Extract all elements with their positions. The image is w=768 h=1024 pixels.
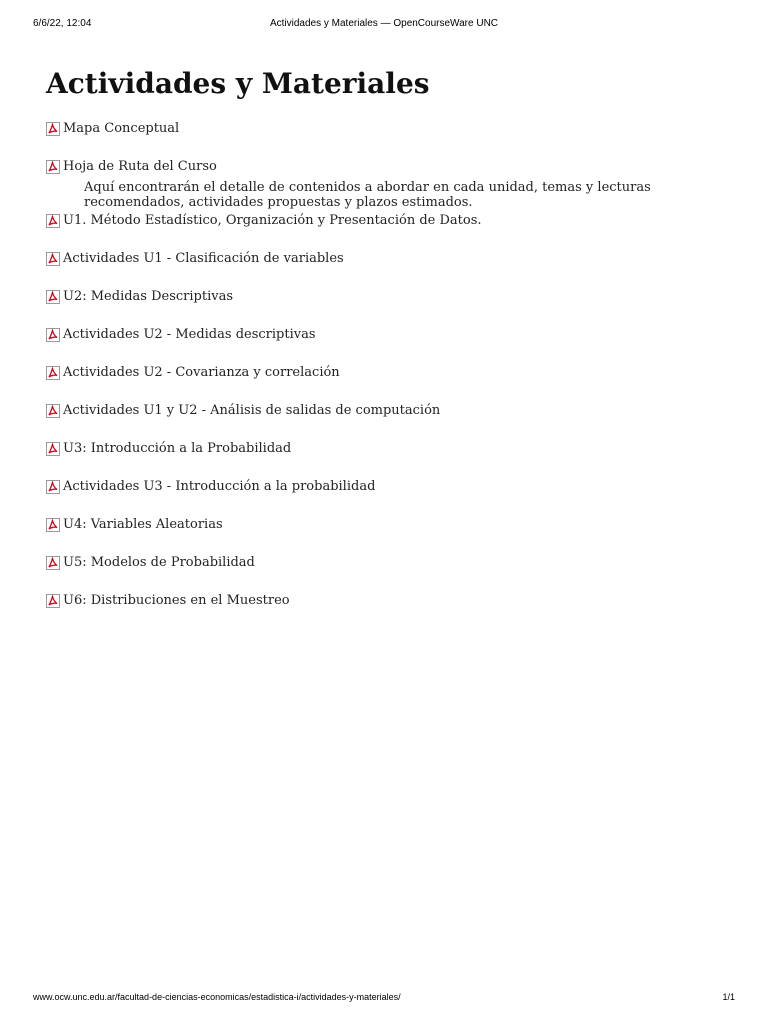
- file-label: U5: Modelos de Probabilidad: [63, 555, 255, 570]
- file-link[interactable]: [46, 402, 440, 420]
- pdf-icon: [46, 594, 60, 608]
- file-list-item: [46, 478, 736, 500]
- file-label: Mapa Conceptual: [63, 121, 180, 136]
- file-link[interactable]: [46, 478, 375, 496]
- pdf-icon: [46, 404, 60, 418]
- file-label: U4: Variables Aleatorias: [63, 517, 223, 532]
- file-link[interactable]: [46, 158, 217, 176]
- print-url: www.ocw.unc.edu.ar/facultad-de-ciencias-economicas/estadistica-i/actividades-y-materiales/: [33, 992, 401, 1002]
- file-link[interactable]: [46, 288, 233, 306]
- file-label: U2: Medidas Descriptivas: [63, 289, 234, 304]
- print-footer: [33, 992, 735, 1006]
- file-label: Actividades U2 - Medidas descriptivas: [63, 327, 316, 342]
- file-description: Aquí encontrarán el detalle de contenidos a abordar en cada unidad, temas y lecturas recomendados, actividades propuestas y plazos estimados.: [84, 180, 651, 210]
- file-list: [46, 120, 736, 614]
- file-label: Actividades U1 - Clasificación de variables: [63, 251, 344, 266]
- file-label: Actividades U1 y U2 - Análisis de salidas de computación: [63, 403, 441, 418]
- file-list-item: [46, 326, 736, 348]
- file-label: Actividades U3 - Introducción a la probabilidad: [63, 479, 376, 494]
- page-title: Actividades y Materiales: [46, 67, 430, 100]
- pdf-icon: [46, 480, 60, 494]
- pdf-icon: [46, 160, 60, 174]
- pdf-icon: [46, 214, 60, 228]
- file-link[interactable]: [46, 250, 344, 268]
- file-list-item: [46, 212, 736, 234]
- file-list-item: [46, 592, 736, 614]
- file-link[interactable]: [46, 364, 340, 382]
- pdf-icon: [46, 366, 60, 380]
- pdf-icon: [46, 122, 60, 136]
- file-link[interactable]: [46, 120, 179, 138]
- file-label: Hoja de Ruta del Curso: [63, 159, 217, 174]
- file-link[interactable]: [46, 212, 482, 230]
- file-label: U1. Método Estadístico, Organización y Presentación de Datos.: [63, 213, 482, 228]
- file-link[interactable]: [46, 592, 290, 610]
- file-link[interactable]: [46, 516, 223, 534]
- pdf-icon: [46, 290, 60, 304]
- file-list-item: [46, 554, 736, 576]
- file-link[interactable]: [46, 440, 291, 458]
- file-list-item: [46, 158, 736, 210]
- pdf-icon: [46, 252, 60, 266]
- file-list-item: [46, 288, 736, 310]
- pdf-icon: [46, 556, 60, 570]
- file-label: U3: Introducción a la Probabilidad: [63, 441, 292, 456]
- print-page-number: 1/1: [722, 992, 735, 1002]
- file-list-item: [46, 120, 736, 142]
- file-link[interactable]: [46, 326, 316, 344]
- file-label: Actividades U2 - Covarianza y correlación: [63, 365, 340, 380]
- print-header: [33, 18, 735, 32]
- file-list-item: [46, 364, 736, 386]
- pdf-icon: [46, 442, 60, 456]
- pdf-icon: [46, 328, 60, 342]
- print-document-title: Actividades y Materiales — OpenCourseWare UNC: [269, 18, 499, 29]
- file-label: U6: Distribuciones en el Muestreo: [63, 593, 290, 608]
- print-date-time: 6/6/22, 12:04: [33, 18, 92, 29]
- pdf-icon: [46, 518, 60, 532]
- file-list-item: [46, 440, 736, 462]
- file-list-item: [46, 402, 736, 424]
- file-link[interactable]: [46, 554, 255, 572]
- main-content: [46, 66, 736, 630]
- file-list-item: [46, 516, 736, 538]
- file-list-item: [46, 250, 736, 272]
